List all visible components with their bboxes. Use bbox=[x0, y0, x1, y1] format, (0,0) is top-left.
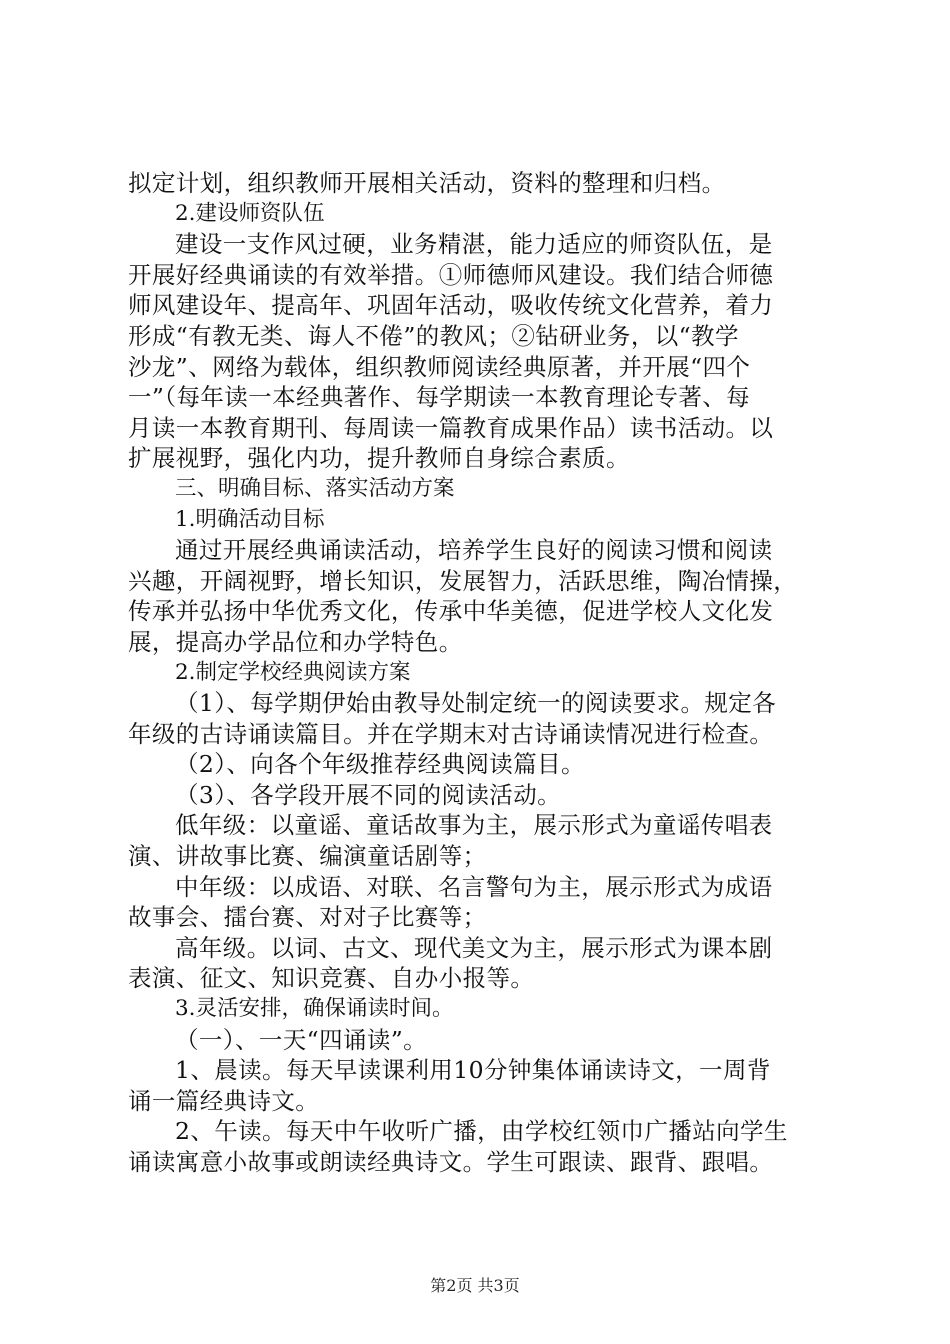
paragraph-line: 高年级。以词、古文、现代美文为主，展示形式为课本剧 bbox=[175, 933, 773, 962]
paragraph-line: 故事会、擂台赛、对对子比赛等； bbox=[128, 903, 487, 932]
paragraph-line: 开展好经典诵读的有效举措。①师德师风建设。我们结合师德 bbox=[128, 260, 774, 289]
paragraph-line: 1、晨读。每天早读课利用10分钟集体诵读诗文，一周背 bbox=[175, 1056, 771, 1085]
page-footer: 第2页 共3页 bbox=[430, 1276, 520, 1295]
section-heading: 2.制定学校经典阅读方案 bbox=[175, 659, 411, 685]
paragraph-line: 兴趣，开阔视野，增长知识，发展智力，活跃思维，陶冶情操， bbox=[128, 566, 798, 595]
paragraph-line: （一）、一天“四诵读”。 bbox=[175, 1025, 428, 1054]
section-heading: 1.明确活动目标 bbox=[175, 506, 325, 532]
paragraph-line: 诵一篇经典诗文。 bbox=[128, 1086, 320, 1115]
paragraph-line: （1）、每学期伊始由教导处制定统一的阅读要求。规定各 bbox=[175, 689, 777, 718]
section-heading: 3.灵活安排，确保诵读时间。 bbox=[175, 996, 454, 1022]
paragraph-line: （2）、向各个年级推荐经典阅读篇目。 bbox=[175, 750, 585, 779]
paragraph-line: 拟定计划，组织教师开展相关活动，资料的整理和归档。 bbox=[128, 169, 726, 197]
paragraph-line: 一”（每年读一本经典著作、每学期读一本教育理论专著、每 bbox=[128, 383, 751, 412]
section-heading: 三、明确目标、落实活动方案 bbox=[175, 475, 455, 501]
paragraph-line: 演、讲故事比赛、编演童话剧等； bbox=[128, 842, 487, 871]
paragraph-line: 展，提高办学品位和办学特色。 bbox=[128, 627, 463, 656]
document-body bbox=[128, 168, 833, 1178]
paragraph-line: （3）、各学段开展不同的阅读活动。 bbox=[175, 780, 562, 809]
paragraph-line: 年级的古诗诵读篇目。并在学期末对古诗诵读情况进行检查。 bbox=[128, 719, 774, 748]
paragraph-line: 沙龙”、网络为载体，组织教师阅读经典原著，并开展“四个 bbox=[128, 352, 751, 381]
paragraph-line: 低年级：以童谣、童话故事为主，展示形式为童谣传唱表 bbox=[175, 811, 773, 840]
paragraph-line: 中年级：以成语、对联、名言警句为主，展示形式为成语 bbox=[175, 872, 773, 901]
paragraph-line: 建设一支作风过硬，业务精湛，能力适应的师资队伍，是 bbox=[175, 230, 773, 259]
paragraph-line: 形成“有教无类、诲人不倦”的教风；②钻研业务，以“教学 bbox=[128, 321, 739, 350]
paragraph-line: 通过开展经典诵读活动，培养学生良好的阅读习惯和阅读 bbox=[175, 536, 773, 565]
paragraph-line: 表演、征文、知识竞赛、自办小报等。 bbox=[128, 964, 535, 993]
paragraph-line: 师风建设年、提高年、巩固年活动，吸收传统文化营养，着力 bbox=[128, 291, 774, 320]
paragraph-line: 传承并弘扬中华优秀文化，传承中华美德，促进学校人文化发 bbox=[128, 597, 774, 626]
paragraph-line: 扩展视野，强化内功，提升教师自身综合素质。 bbox=[128, 444, 630, 473]
paragraph-line: 2、午读。每天中午收听广播，由学校红领巾广播站向学生 bbox=[175, 1117, 788, 1146]
paragraph-line: 月读一本教育期刊、每周读一篇教育成果作品）读书活动。以 bbox=[128, 413, 774, 442]
section-heading: 2.建设师资队伍 bbox=[175, 200, 325, 226]
paragraph-line: 诵读寓意小故事或朗读经典诗文。学生可跟读、跟背、跟唱。 bbox=[128, 1148, 774, 1176]
